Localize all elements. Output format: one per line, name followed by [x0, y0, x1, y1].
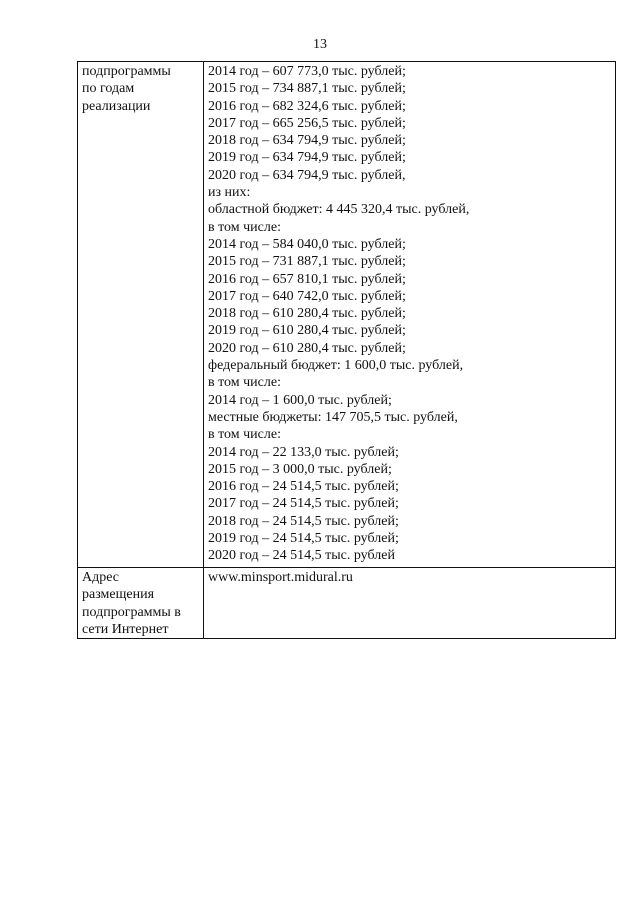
- value-line: 2016 год – 657 810,1 тыс. рублей;: [208, 271, 406, 287]
- value-line: 2019 год – 610 280,4 тыс. рублей;: [208, 323, 406, 339]
- value-line: 2015 год – 3 000,0 тыс. рублей;: [208, 461, 392, 477]
- value-line: 2017 год – 665 256,5 тыс. рублей;: [208, 115, 406, 131]
- value-line: областной бюджет: 4 445 320,4 тыс. рублей,: [208, 202, 470, 218]
- website-url: www.minsport.midural.ru: [208, 570, 353, 585]
- value-line: 2014 год – 607 773,0 тыс. рублей;: [208, 64, 406, 79]
- table-row: [78, 568, 616, 639]
- value-cell-internet-address: [204, 568, 616, 639]
- value-line: местные бюджеты: 147 705,5 тыс. рублей,: [208, 409, 458, 425]
- label-line: Адрес: [82, 570, 120, 585]
- value-line: в том числе:: [208, 375, 281, 391]
- value-line: 2019 год – 24 514,5 тыс. рублей;: [208, 531, 399, 547]
- value-line: 2018 год – 610 280,4 тыс. рублей;: [208, 306, 406, 322]
- value-line: 2020 год – 610 280,4 тыс. рублей;: [208, 340, 406, 356]
- passport-table: [77, 61, 616, 639]
- value-line: 2016 год – 682 324,6 тыс. рублей;: [208, 98, 406, 114]
- label-line: размещения: [82, 587, 155, 603]
- label-line: подпрограммы: [82, 64, 171, 79]
- value-line: 2019 год – 634 794,9 тыс. рублей;: [208, 150, 406, 166]
- value-line: 2020 год – 24 514,5 тыс. рублей: [208, 548, 395, 564]
- value-line: 2017 год – 640 742,0 тыс. рублей;: [208, 288, 406, 304]
- label-line: сети Интернет: [82, 621, 169, 637]
- value-line: 2014 год – 1 600,0 тыс. рублей;: [208, 392, 392, 408]
- value-line: 2020 год – 634 794,9 тыс. рублей,: [208, 167, 406, 183]
- value-line: 2015 год – 731 887,1 тыс. рублей;: [208, 254, 406, 270]
- label-cell-internet-address: [78, 568, 204, 639]
- label-line: по годам: [82, 81, 135, 97]
- value-line: 2015 год – 734 887,1 тыс. рублей;: [208, 81, 406, 97]
- label-cell-funding-by-year: [78, 62, 204, 568]
- value-cell-funding-by-year: [204, 62, 616, 568]
- page-number: 13: [313, 37, 327, 52]
- value-line: 2017 год – 24 514,5 тыс. рублей;: [208, 496, 399, 512]
- value-line: 2018 год – 24 514,5 тыс. рублей;: [208, 513, 399, 529]
- value-line: 2014 год – 22 133,0 тыс. рублей;: [208, 444, 399, 460]
- value-line: в том числе:: [208, 427, 281, 443]
- label-line: реализации: [82, 98, 151, 114]
- table-row: [78, 62, 616, 568]
- value-line: из них:: [208, 185, 251, 201]
- value-line: федеральный бюджет: 1 600,0 тыс. рублей,: [208, 358, 464, 374]
- value-line: 2016 год – 24 514,5 тыс. рублей;: [208, 479, 399, 495]
- value-line: 2018 год – 634 794,9 тыс. рублей;: [208, 133, 406, 149]
- value-line: в том числе:: [208, 219, 281, 235]
- label-line: подпрограммы в: [82, 604, 181, 620]
- value-line: 2014 год – 584 040,0 тыс. рублей;: [208, 236, 406, 252]
